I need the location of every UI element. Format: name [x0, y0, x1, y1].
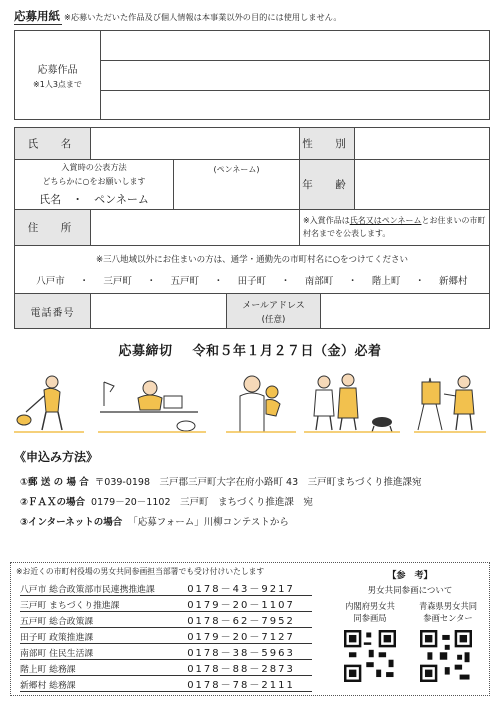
office-tel: 0179－20－7127	[187, 632, 295, 643]
email-label-cell	[226, 294, 321, 328]
office-tel: 0178－78－2111	[187, 680, 295, 691]
address-note: ※入賞作品は氏名又はペンネームとお住まいの市町村名までを公表します。	[299, 210, 489, 246]
email-input[interactable]	[321, 294, 489, 328]
town-option[interactable]: 階上町	[371, 276, 401, 287]
email-label: メールアドレス	[242, 300, 305, 311]
method-heading: 《申込み方法》	[14, 450, 99, 464]
entry-input-1[interactable]	[101, 31, 489, 60]
office-tel: 0178－88－2873	[187, 664, 295, 675]
office-row	[20, 580, 312, 596]
office-dept: 階上町 総務課	[20, 665, 76, 675]
privacy-note: ※応募いただいた作品及び個人情報は本事業以外の目的には使用しません。	[64, 12, 342, 22]
town-separator: ・	[347, 276, 358, 287]
phone-label-cell	[15, 294, 91, 328]
reference-subtitle: 男女共同参画について	[367, 586, 453, 596]
office-tel: 0178－62－7952	[187, 616, 295, 627]
gender-label-cell	[299, 128, 355, 160]
announce-choice[interactable]: 氏名 ・ ペンネーム	[39, 193, 149, 206]
deadline-label: 応募締切	[118, 344, 173, 359]
email-optional: (任意)	[261, 314, 286, 325]
town-option[interactable]: 五戸町	[170, 276, 200, 287]
age-label: 年 齢	[302, 179, 352, 191]
entry-label: 応募作品	[37, 64, 78, 76]
town-option[interactable]: 田子町	[237, 276, 267, 287]
method-mail: ①郵 送 の 場 合 〒039-0198 三戸郡三戸町大字在府小路町 43 三戸町まちづくり推進課宛	[20, 477, 422, 488]
address-label: 住 所	[27, 222, 78, 234]
office-dept: 田子町 政策推進課	[20, 633, 94, 643]
illustration-desk-work-icon	[98, 372, 206, 434]
office-dept: 八戸市 総合政策部市民連携推進課	[20, 585, 155, 595]
gender-input[interactable]	[355, 128, 489, 160]
town-option[interactable]: 新郷村	[439, 276, 468, 287]
gender-label: 性 別	[302, 138, 352, 150]
town-separator: ・	[79, 276, 89, 287]
office-row	[20, 628, 312, 644]
town-separator: ・	[213, 276, 224, 287]
age-input[interactable]	[355, 160, 489, 210]
reference-title: 【参 考】	[387, 571, 433, 581]
title-underline	[14, 24, 62, 25]
town-option[interactable]: 南部町	[304, 276, 334, 287]
entry-input-3[interactable]	[101, 91, 489, 119]
address-input[interactable]	[91, 210, 299, 246]
penname-label: (ペンネーム)	[213, 165, 260, 174]
illustration-painter-icon	[414, 372, 486, 434]
office-tel: 0179－20－1107	[187, 600, 295, 611]
illustration-vacuum-icon	[14, 372, 84, 434]
illustration-parent-baby-icon	[226, 372, 296, 434]
office-tel: 0178－38－5963	[187, 648, 295, 659]
office-row	[20, 676, 312, 692]
office-dept: 三戸町 まちづくり推進課	[20, 601, 120, 611]
reference-left-label: 内閣府男女共 同参画局	[345, 601, 395, 623]
phone-input[interactable]	[91, 294, 226, 328]
announce-cell	[15, 160, 174, 210]
entry-limit: ※1人3点まで	[33, 79, 82, 89]
town-separator: ・	[146, 276, 156, 287]
office-row	[20, 596, 312, 612]
name-input[interactable]	[91, 128, 299, 160]
illustration-couple-dog-icon	[304, 372, 400, 434]
town-separator: ・	[280, 276, 291, 287]
town-option[interactable]: 三戸町	[103, 276, 132, 287]
reference-right-label: 青森県男女共同 参画センター	[418, 601, 478, 623]
method-fax: ②ＦＡＸの場合 0179－20－1102 三戸町 まちづくり推進課 宛	[20, 497, 313, 508]
town-separator: ・	[414, 276, 425, 287]
offices-note: ※お近くの市町村役場の男女共同参画担当部署でも受け付けいたします	[16, 567, 265, 576]
entry-input-2[interactable]	[101, 61, 489, 90]
office-dept: 南部町 住民生活課	[20, 649, 94, 659]
name-label-cell	[15, 128, 91, 160]
form-title: 応募用紙 ※応募いただいた作品及び個人情報は本事業以外の目的には使用しません。	[14, 9, 342, 23]
qr-code-right-icon[interactable]	[420, 630, 472, 682]
office-row	[20, 644, 312, 660]
method-internet: ③インターネットの場合 「応募フォーム」川柳コンテストから	[20, 517, 289, 528]
age-label-cell	[299, 160, 355, 210]
address-label-cell	[15, 210, 91, 246]
qr-code-left-icon[interactable]	[344, 630, 396, 682]
area-row	[15, 246, 489, 294]
name-label: 氏 名	[27, 138, 78, 150]
deadline-date: 令和５年１月２７日（金）必着	[192, 344, 382, 359]
office-dept: 新郷村 総務課	[20, 681, 76, 691]
entry-label-cell	[15, 31, 100, 119]
penname-input[interactable]	[174, 160, 299, 210]
office-row	[20, 660, 312, 676]
phone-label: 電話番号	[30, 307, 75, 319]
town-list	[29, 273, 475, 287]
office-tel: 0178－43－9217	[187, 584, 295, 595]
announce-hint: どちらかに○をお願いします	[42, 177, 146, 186]
town-option[interactable]: 八戸市	[36, 276, 65, 287]
office-row	[20, 612, 312, 628]
office-dept: 五戸町 総合政策課	[20, 617, 94, 627]
area-note: ※三八地域以外にお住まいの方は、通学・通勤先の市町村名に○をつけてください	[95, 255, 409, 265]
announce-label: 入賞時の公表方法	[61, 162, 127, 172]
deadline	[0, 340, 500, 359]
